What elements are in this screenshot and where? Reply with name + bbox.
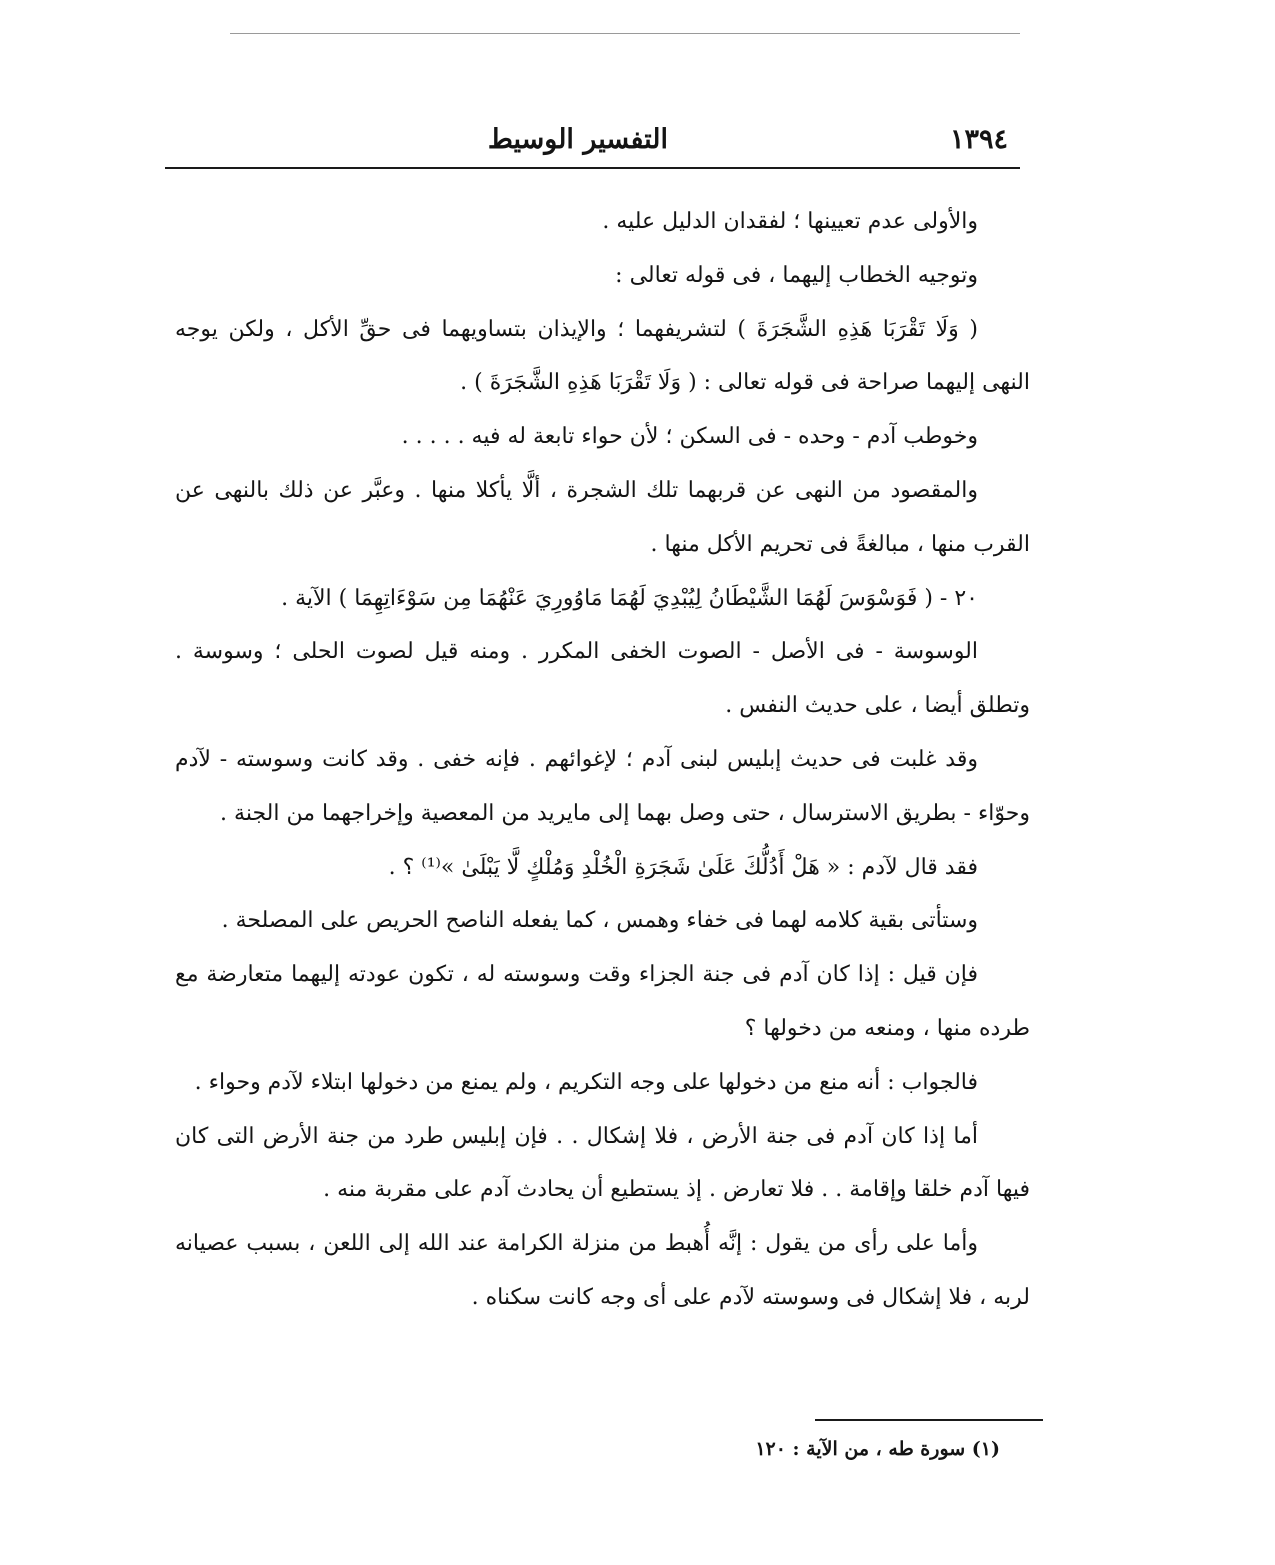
page-header	[165, 120, 1020, 170]
paragraph: أما إذا كان آدم فى جنة الأرض ، فلا إشكال . . فإن إبليس طرد من جنة الأرض التى كان فيها آدم خلقا وإقامة . . فلا تعارض . إذ يستطيع أن يحادث آدم على مقربة منه .	[175, 1123, 1030, 1203]
paragraph: فقد قال لآدم : « هَلْ أَدُلُّكَ عَلَىٰ شَجَرَةِ الْخُلْدِ وَمُلْكٍ لَّا يَبْلَىٰ »⁽¹⁾ ؟ .	[388, 854, 978, 880]
paragraph: ( وَلَا تَقْرَبَا هَذِهِ الشَّجَرَةَ ) لتشريفهما ؛ والإيذان بتساويهما فى حقِّ الأكل ، ولكن يوجه النهى إليهما صراحة فى قوله تعالى : ( وَلَا تَقْرَبَا هَذِهِ الشَّجَرَةَ ) .	[175, 316, 1030, 396]
page-body	[175, 195, 1030, 1325]
quran-verse-paragraph: ٢٠ - ( فَوَسْوَسَ لَهُمَا الشَّيْطَانُ لِيُبْدِيَ لَهُمَا مَاوُورِيَ عَنْهُمَا مِن سَوْءَاتِهِمَا ) الآية .	[281, 585, 978, 611]
paragraph: وقد غلبت فى حديث إبليس لبنى آدم ؛ لإغوائهم . فإنه خفى . وقد كانت وسوسته - لآدم وحوّاء - بطريق الاسترسال ، حتى وصل بهما إلى مايريد من المعصية وإخراجهما من الجنة .	[175, 746, 1030, 826]
footnote-rule	[815, 1419, 1043, 1421]
paragraph: الوسوسة - فى الأصل - الصوت الخفى المكرر . ومنه قيل لصوت الحلى ؛ وسوسة . وتطلق أيضا ، على حديث النفس .	[175, 639, 1030, 719]
paragraph: وأما على رأى من يقول : إنَّه أُهبط من منزلة الكرامة عند الله إلى اللعن ، بسبب عصيانه لربه ، فلا إشكال فى وسوسته لآدم على أى وجه كانت سكناه .	[175, 1231, 1030, 1310]
paragraph: فإن قيل : إذا كان آدم فى جنة الجزاء وقت وسوسته له ، تكون عودته إليهما متعارضة مع طرده منها ، ومنعه من دخولها ؟	[175, 962, 1030, 1041]
paragraph: والمقصود من النهى عن قربهما تلك الشجرة ، ألَّا يأكلا منها . وعبَّر عن ذلك بالنهى عن القرب منها ، مبالغةً فى تحريم الأكل منها .	[175, 477, 1030, 557]
page-number: ١٣٩٤	[949, 124, 1008, 155]
scan-edge-line	[230, 33, 1020, 34]
paragraph: وخوطب آدم - وحده - فى السكن ؛ لأن حواء تابعة له فيه . . . . .	[401, 424, 978, 450]
footnote: (١) سورة طه ، من الآية : ١٢٠	[755, 1438, 1000, 1460]
paragraph: والأولى عدم تعيينها ؛ لفقدان الدليل عليه .	[602, 209, 978, 234]
paragraph: وتوجيه الخطاب إليهما ، فى قوله تعالى :	[615, 262, 978, 288]
header-rule	[165, 167, 1020, 169]
paragraph: فالجواب : أنه منع من دخولها على وجه التكريم ، ولم يمنع من دخولها ابتلاء لآدم وحواء .	[194, 1069, 978, 1095]
book-title: التفسير الوسيط	[487, 124, 668, 155]
paragraph: وستأتى بقية كلامه لهما فى خفاء وهمس ، كما يفعله الناصح الحريص على المصلحة .	[221, 908, 978, 934]
